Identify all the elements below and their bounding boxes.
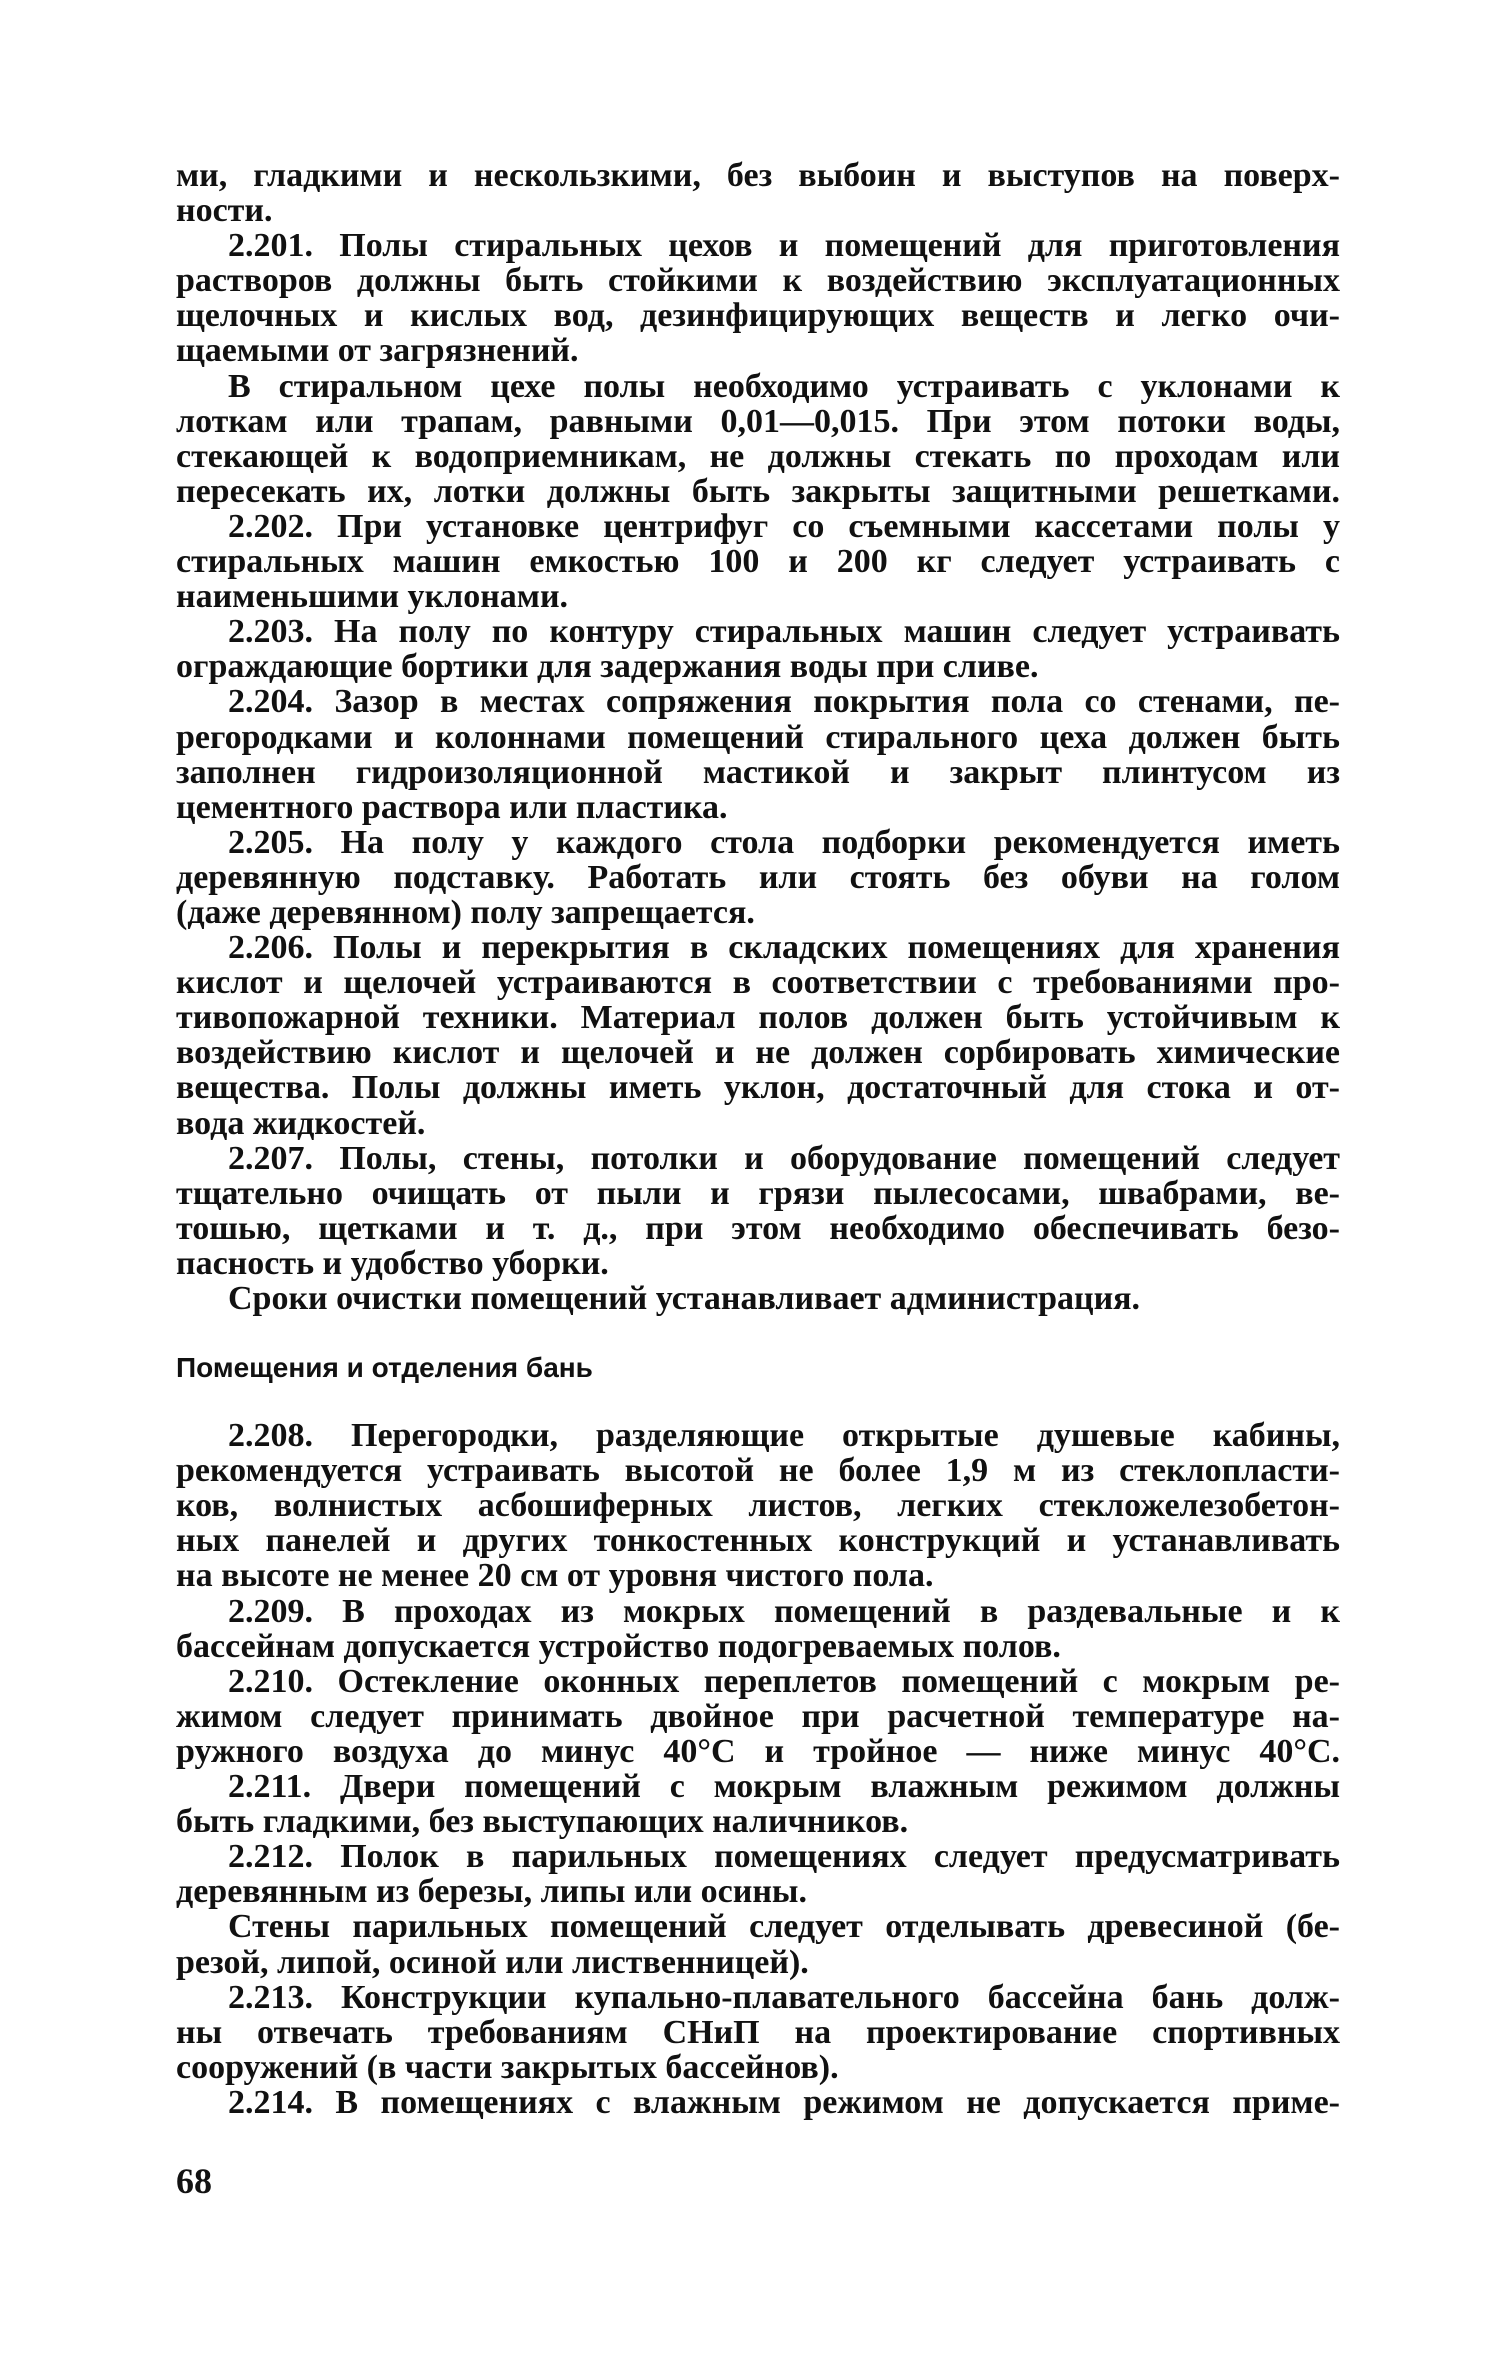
text-line: Стены парильных помещений следует отделывать древесиной (бе- [228, 1908, 1340, 1946]
text-line: ны отвечать требованиям СНиП на проектирование спортивных [176, 2013, 1340, 2051]
text-line: щелочных и кислых вод, дезинфицирующих веществ и легко очи- [176, 297, 1340, 335]
text-line: растворов должны быть стойкими к воздействию эксплуатационных [176, 262, 1340, 300]
text-line: тошью, щетками и т. д., при этом необходимо обеспечивать безо- [176, 1209, 1340, 1247]
text-line: 2.209. В проходах из мокрых помещений в раздевальные и к [228, 1592, 1340, 1630]
text-line: лоткам или трапам, равными 0,01—0,015. При этом потоки воды, [176, 402, 1340, 440]
text-line: воздействию кислот и щелочей и не должен сорбировать химические [176, 1034, 1340, 1072]
text-line: пасность и удобство уборки. [176, 1244, 609, 1282]
text-line: 2.207. Полы, стены, потолки и оборудование помещений следует [228, 1139, 1340, 1177]
section-bathhouse [176, 1418, 1340, 2120]
text-line: 2.214. В помещениях с влажным режимом не допускается приме- [228, 2083, 1340, 2121]
text-line: 2.206. Полы и перекрытия в складских помещениях для хранения [228, 929, 1340, 967]
text-line: ружного воздуха до минус 40°С и тройное — ниже минус 40°С. [176, 1732, 1340, 1770]
text-line: 2.203. На полу по контуру стиральных машин следует устраивать [228, 613, 1340, 651]
text-line: 2.213. Конструкции купально-плавательного бассейна бань долж- [228, 1978, 1340, 2016]
text-line: пересекать их, лотки должны быть закрыты защитными решетками. [176, 472, 1340, 510]
text-line: жимом следует принимать двойное при расчетной температуре на- [176, 1697, 1340, 1735]
text-line: резой, липой, осиной или лиственницей). [176, 1943, 809, 1981]
text-line: ков, волнистых асбошиферных листов, легких стекложелезобетон- [176, 1487, 1340, 1525]
text-line: регородками и колоннами помещений стирального цеха должен быть [176, 718, 1340, 756]
text-line: на высоте не менее 20 см от уровня чистого пола. [176, 1557, 934, 1595]
text-line: рекомендуется устраивать высотой не более 1,9 м из стеклопласти- [176, 1452, 1340, 1490]
text-line: деревянным из березы, липы или осины. [176, 1873, 807, 1911]
text-line: В стиральном цехе полы необходимо устраивать с уклонами к [228, 367, 1340, 405]
text-line: цементного раствора или пластика. [176, 788, 728, 826]
text-line: 2.202. При установке центрифуг со съемными кассетами полы у [228, 507, 1340, 545]
text-line: 2.208. Перегородки, разделяющие открытые душевые кабины, [228, 1417, 1340, 1455]
page-number: 68 [176, 2161, 212, 2201]
text-line: 2.212. Полок в парильных помещениях следует предусматривать [228, 1838, 1340, 1876]
text-line: 2.211. Двери помещений с мокрым влажным режимом должны [228, 1768, 1340, 1806]
text-line: быть гладкими, без выступающих наличников. [176, 1803, 909, 1841]
text-line: ми, гладкими и нескользкими, без выбоин и выступов на поверх- [176, 157, 1340, 194]
page-body [176, 158, 1340, 2120]
text-line: наименьшими уклонами. [176, 578, 569, 616]
text-line: вещества. Полы должны иметь уклон, достаточный для стока и от- [176, 1069, 1340, 1107]
text-line: стиральных машин емкостью 100 и 200 кг следует устраивать с [176, 543, 1340, 581]
text-line: деревянную подставку. Работать или стоять без обуви на голом [176, 858, 1340, 896]
text-line: 2.204. Зазор в местах сопряжения покрытия пола со стенами, пе- [228, 683, 1340, 721]
text-line: тщательно очищать от пыли и грязи пылесосами, швабрами, ве- [176, 1174, 1340, 1212]
text-line: бассейнам допускается устройство подогреваемых полов. [176, 1627, 1061, 1665]
text-line: тивопожарной техники. Материал полов должен быть устойчивым к [176, 999, 1340, 1037]
text-line: ограждающие бортики для задержания воды при сливе. [176, 648, 1039, 686]
text-line: сооружений (в части закрытых бассейнов). [176, 2048, 839, 2086]
text-line: (даже деревянном) полу запрещается. [176, 893, 755, 931]
text-line: кислот и щелочей устраиваются в соответствии с требованиями про- [176, 964, 1340, 1002]
text-line: ных панелей и других тонкостенных конструкций и устанавливать [176, 1522, 1340, 1560]
text-line: 2.210. Остекление оконных переплетов помещений с мокрым ре- [228, 1662, 1340, 1700]
text-line: 2.201. Полы стиральных цехов и помещений для приготовления [228, 227, 1340, 265]
section-heading: Помещения и отделения бань [176, 1352, 593, 1384]
text-line: щаемыми от загрязнений. [176, 332, 579, 370]
text-line: 2.205. На полу у каждого стола подборки рекомендуется иметь [228, 823, 1340, 861]
section-laundry-floors [176, 158, 1340, 1316]
text-line: заполнен гидроизоляционной мастикой и закрыт плинтусом из [176, 753, 1340, 791]
text-line: Сроки очистки помещений устанавливает администрация. [228, 1280, 1141, 1317]
text-line: вода жидкостей. [176, 1104, 426, 1142]
text-line: ности. [176, 192, 273, 230]
text-line: стекающей к водоприемникам, не должны стекать по проходам или [176, 437, 1340, 475]
